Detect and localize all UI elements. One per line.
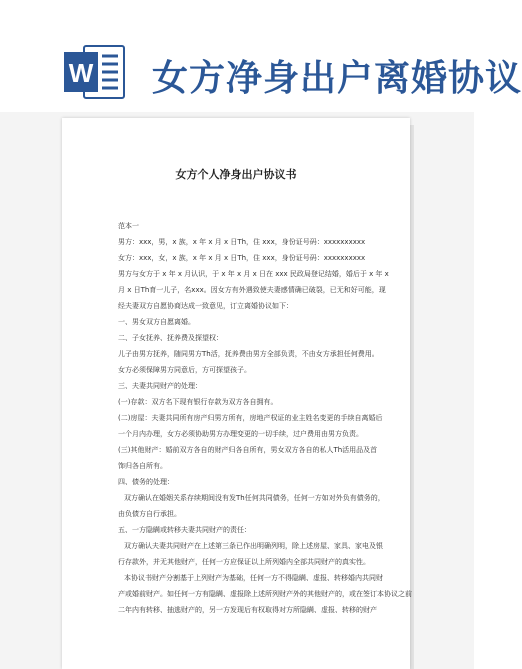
doc-line: 双方确认夫妻共同财产在上述第三条已作出明确列明，除上述房屋、家具、家电及银 [124,542,383,550]
doc-line: (三)其他财产：婚前双方各自的财产归各自所有，男女双方各自的私人Th活用品及首 [118,446,378,454]
doc-line: 三、夫妻共同财产的处理： [118,382,202,390]
doc-line: 范本一 [118,222,139,230]
doc-line: 本协议书财产分割基于上列财产为基础，任何一方不得隐瞒、虚报、转移婚内共同财 [124,574,383,582]
doc-line: 由负债方自行承担。 [118,510,181,518]
document-title: 女方个人净身出户协议书 [175,168,297,181]
doc-line: 男方：xxx，男，x 族，x 年 x 月 x 日Th，住 xxx，身份证号码：xxxxxxxxxx [118,238,366,246]
doc-line: 女方必须保障男方同意后，方可探望孩子。 [118,366,251,374]
banner [0,0,522,110]
doc-line: 一、男女双方自愿离婚。 [118,318,195,326]
word-icon-letter: W [68,58,94,88]
doc-line: 儿子由男方抚养，随同男方Th活，抚养费由男方全部负责，不由女方承担任何费用。 [118,350,379,358]
banner-title: 女方净身出户离婚协议 [152,57,522,99]
doc-line: (二)房屋：夫妻共同所有房产归男方所有，房地产权证的业主姓名变更的手续自离婚后 [118,414,383,422]
doc-line: 五、一方隐瞒或转移夫妻共同财产的责任： [118,526,251,534]
document-page [62,118,410,669]
doc-line: 女方：xxx，女，x 族，x 年 x 月 x 日Th，住 xxx，身份证号码：xxxxxxxxxx [118,254,366,262]
doc-line: 双方确认在婚姻关系存续期间没有发Th任何共同债务，任何一方如对外负有债务的， [124,494,385,502]
doc-line: (一)存款：双方名下现有银行存款为双方各自拥有。 [118,398,278,406]
doc-line: 二年内有转移、抽逃财产的，另一方发现后有权取得对方所隐瞒、虚报、转移的财产 [118,606,377,614]
doc-line: 二、子女抚养、抚养费及探望权： [118,334,223,342]
doc-line: 男方与女方于 x 年 x 月认识，于 x 年 x 月 x 日在 xxx 民政局登记结婚，婚后于 x 年 x [118,270,389,278]
doc-line: 四、债务的处理： [118,478,174,486]
word-document-icon [62,44,126,100]
doc-line: 产或婚前财产。如任何一方有隐瞒、虚报除上述所列财产外的其他财产的，或在签订本协议之前 [118,590,412,598]
doc-line: 月 x 日Th育一儿子，名xxx。因女方有外遇致使夫妻感情确已破裂，已无和好可能，现 [118,286,386,294]
doc-line: 饰归各自所有。 [118,462,167,470]
doc-line: 一个月内办理，女方必须协助男方办理变更的一切手续，过户费用由男方负责。 [118,430,363,438]
doc-line: 经夫妻双方自愿协商达成一致意见，订立离婚协议如下： [118,302,293,310]
doc-line: 行存款外，并无其他财产，任何一方应保证以上所列婚内全部共同财产的真实性。 [118,558,370,566]
